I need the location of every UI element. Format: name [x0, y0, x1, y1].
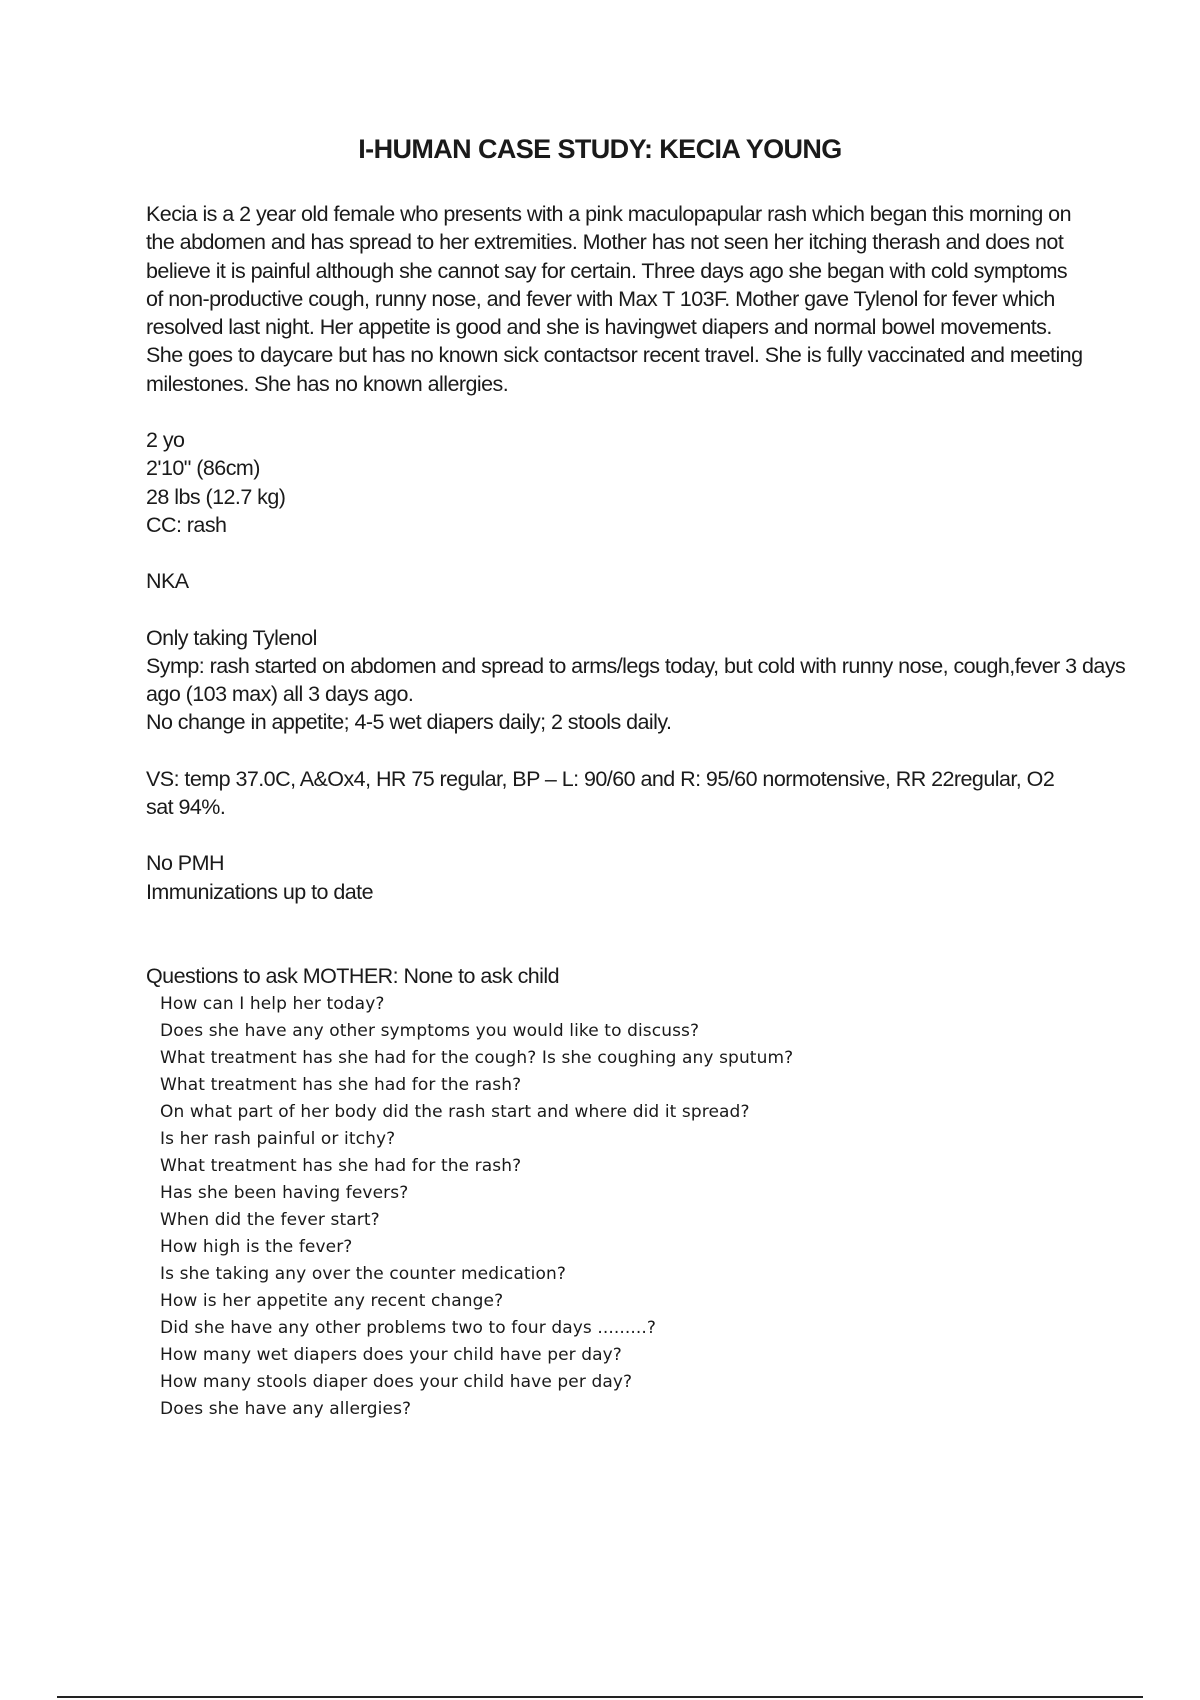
- question-item: How can I help her today?: [160, 994, 385, 1014]
- questions-heading: Questions to ask MOTHER: None to ask child: [146, 963, 560, 988]
- question-item: Is her rash painful or itchy?: [160, 1129, 396, 1149]
- allergies-text: NKA: [146, 569, 189, 594]
- question-item: How many stools diaper does your child have per day?: [160, 1372, 633, 1392]
- chief-complaint-text: CC: rash: [146, 512, 227, 537]
- height-text: 2'10" (86cm): [146, 456, 260, 481]
- intro-line: the abdomen and has spread to her extremities. Mother has not seen her itching therash and does not: [146, 230, 1064, 255]
- question-item: Did she have any other problems two to four days .........?: [160, 1318, 657, 1338]
- question-item: Has she been having fevers?: [160, 1183, 409, 1203]
- history-block: [146, 624, 1126, 737]
- intro-line: resolved last night. Her appetite is good and she is havingwet diapers and normal bowel movements.: [146, 315, 1052, 340]
- immunizations-text: Immunizations up to date: [146, 879, 374, 904]
- question-item: On what part of her body did the rash start and where did it spread?: [160, 1102, 750, 1122]
- case-content: [146, 200, 1126, 990]
- appetite-text: No change in appetite; 4-5 wet diapers daily; 2 stools daily.: [146, 710, 672, 735]
- intro-line: milestones. She has no known allergies.: [146, 371, 509, 396]
- vitals-line: sat 94%.: [146, 795, 226, 820]
- symptoms-line: ago (103 max) all 3 days ago.: [146, 682, 414, 707]
- age-text: 2 yo: [146, 428, 185, 453]
- question-item: What treatment has she had for the rash?: [160, 1156, 522, 1176]
- intro-line: Kecia is a 2 year old female who presents with a pink maculopapular rash which began this morning on: [146, 202, 1071, 226]
- question-item: Is she taking any over the counter medication?: [160, 1264, 566, 1284]
- weight-text: 28 lbs (12.7 kg): [146, 484, 286, 509]
- intro-line: of non-productive cough, runny nose, and fever with Max T 103F. Mother gave Tylenol for fever which: [146, 286, 1055, 311]
- medical-history-block: [146, 849, 1106, 906]
- footer-divider: [57, 1696, 1143, 1698]
- vital-signs-block: [146, 765, 1106, 822]
- document-title: I-HUMAN CASE STUDY: KECIA YOUNG: [358, 134, 842, 164]
- question-item: How high is the fever?: [160, 1237, 353, 1257]
- vitals-line: VS: temp 37.0C, A&Ox4, HR 75 regular, BP – L: 90/60 and R: 95/60 normotensive, RR 22regular, O2: [146, 766, 1055, 791]
- question-item: How many wet diapers does your child have per day?: [160, 1345, 622, 1365]
- medications-text: Only taking Tylenol: [146, 625, 317, 650]
- intro-line: She goes to daycare but has no known sick contactsor recent travel. She is fully vaccinated and meeting: [146, 343, 1083, 368]
- question-item: What treatment has she had for the cough? Is she coughing any sputum?: [160, 1048, 794, 1068]
- question-item: Does she have any other symptoms you would like to discuss?: [160, 1021, 700, 1041]
- symptoms-line: Symp: rash started on abdomen and spread to arms/legs today, but cold with runny nose, cough,fever 3 days: [146, 653, 1126, 678]
- pmh-text: No PMH: [146, 851, 224, 876]
- question-item: When did the fever start?: [160, 1210, 380, 1230]
- question-item: Does she have any allergies?: [160, 1399, 412, 1419]
- demographics-block: [146, 426, 1106, 539]
- questions-list: [160, 991, 793, 1423]
- intro-paragraph: [146, 200, 1106, 398]
- question-item: How is her appetite any recent change?: [160, 1291, 504, 1311]
- intro-line: believe it is painful although she cannot say for certain. Three days ago she began with cold symptoms: [146, 258, 1068, 283]
- question-item: What treatment has she had for the rash?: [160, 1075, 522, 1095]
